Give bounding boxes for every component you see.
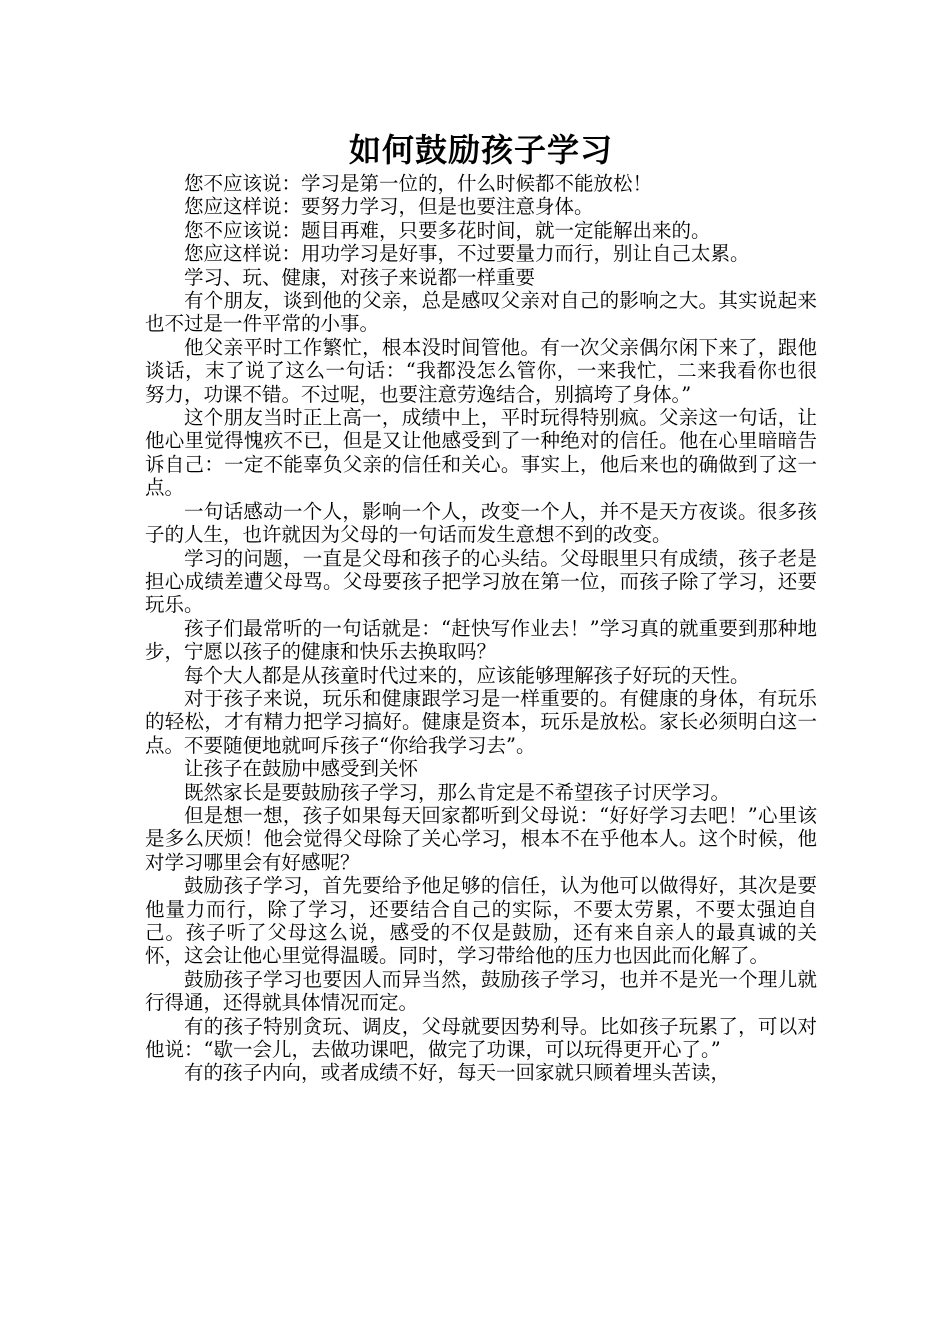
section-heading: 学习、玩、健康，对孩子来说都一样重要 bbox=[184, 265, 536, 289]
paragraph: 既然家长是要鼓励孩子学习，那么肯定是不希望孩子讨厌学习。 bbox=[184, 780, 731, 804]
section-heading: 让孩子在鼓励中感受到关怀 bbox=[184, 757, 419, 781]
paragraph: 有个朋友，谈到他的父亲，总是感叹父亲对自己的影响之大。其实说起来也不过是一件平常的小事。 bbox=[145, 289, 817, 336]
paragraph: 有的孩子内向，或者成绩不好，每天一回家就只顾着埋头苦读， bbox=[184, 1061, 731, 1085]
paragraph: 您应这样说：要努力学习，但是也要注意身体。 bbox=[184, 195, 594, 219]
document-page bbox=[145, 128, 817, 1085]
paragraph: 鼓励孩子学习也要因人而异当然，鼓励孩子学习，也并不是光一个理儿就行得通，还得就具体情况而定。 bbox=[145, 967, 817, 1015]
paragraph: 有的孩子特别贪玩、调皮，父母就要因势利导。比如孩子玩累了，可以对他说：“歇一会儿，去做功课吧，做完了功课，可以玩得更开心了。” bbox=[145, 1014, 817, 1062]
document-title: 如何鼓励孩子学习 bbox=[348, 131, 613, 169]
paragraph: 学习的问题，一直是父母和孩子的心头结。父母眼里只有成绩，孩子老是担心成绩差遭父母骂。父母要孩子把学习放在第一位，而孩子除了学习，还要玩乐。 bbox=[145, 546, 817, 617]
paragraph: 这个朋友当时正上高一，成绩中上，平时玩得特别疯。父亲这一句话，让他心里觉得愧疚不已，但是又让他感受到了一种绝对的信任。他在心里暗暗告诉自己：一定不能辜负父亲的信任和关心。事实上，他后来也的确做到了这一点。 bbox=[145, 406, 817, 500]
paragraph: 孩子们最常听的一句话就是：“赶快写作业去！”学习真的就重要到那种地步，宁愿以孩子的健康和快乐去换取吗？ bbox=[145, 616, 817, 664]
paragraph: 但是想一想，孩子如果每天回家都听到父母说：“好好学习去吧！”心里该是多么厌烦！他会觉得父母除了关心学习，根本不在乎他本人。这个时候，他对学习哪里会有好感呢？ bbox=[145, 803, 817, 874]
paragraph: 您应这样说：用功学习是好事，不过要量力而行，别让自己太累。 bbox=[184, 242, 750, 266]
paragraph: 您不应该说：学习是第一位的，什么时候都不能放松！ bbox=[184, 172, 653, 195]
document-body bbox=[145, 172, 817, 1085]
paragraph: 鼓励孩子学习，首先要给予他足够的信任，认为他可以做得好，其次是要他量力而行，除了学习，还要结合自己的实际，不要太劳累，不要太强迫自己。孩子听了父母这么说，感受的不仅是鼓励，还有来自亲人的最真诚的关怀，这会让他心里觉得温暖。同时，学习带给他的压力也因此而化解了。 bbox=[145, 874, 817, 968]
paragraph: 每个大人都是从孩童时代过来的，应该能够理解孩子好玩的天性。 bbox=[184, 663, 750, 687]
paragraph: 对于孩子来说，玩乐和健康跟学习是一样重要的。有健康的身体，有玩乐的轻松，才有精力把学习搞好。健康是资本，玩乐是放松。家长必须明白这一点。不要随便地就呵斥孩子“你给我学习去”。 bbox=[145, 686, 817, 757]
paragraph: 他父亲平时工作繁忙，根本没时间管他。有一次父亲偶尔闲下来了，跟他谈话，末了说了这么一句话：“我都没怎么管你，一来我忙，二来我看你也很努力，功课不错。不过呢，也要注意劳逸结合，别搞垮了身体。” bbox=[145, 335, 817, 406]
paragraph: 您不应该说：题目再难，只要多花时间，就一定能解出来的。 bbox=[184, 218, 711, 242]
paragraph: 一句话感动一个人，影响一个人，改变一个人，并不是天方夜谈。很多孩子的人生，也许就因为父母的一句话而发生意想不到的改变。 bbox=[145, 499, 817, 547]
